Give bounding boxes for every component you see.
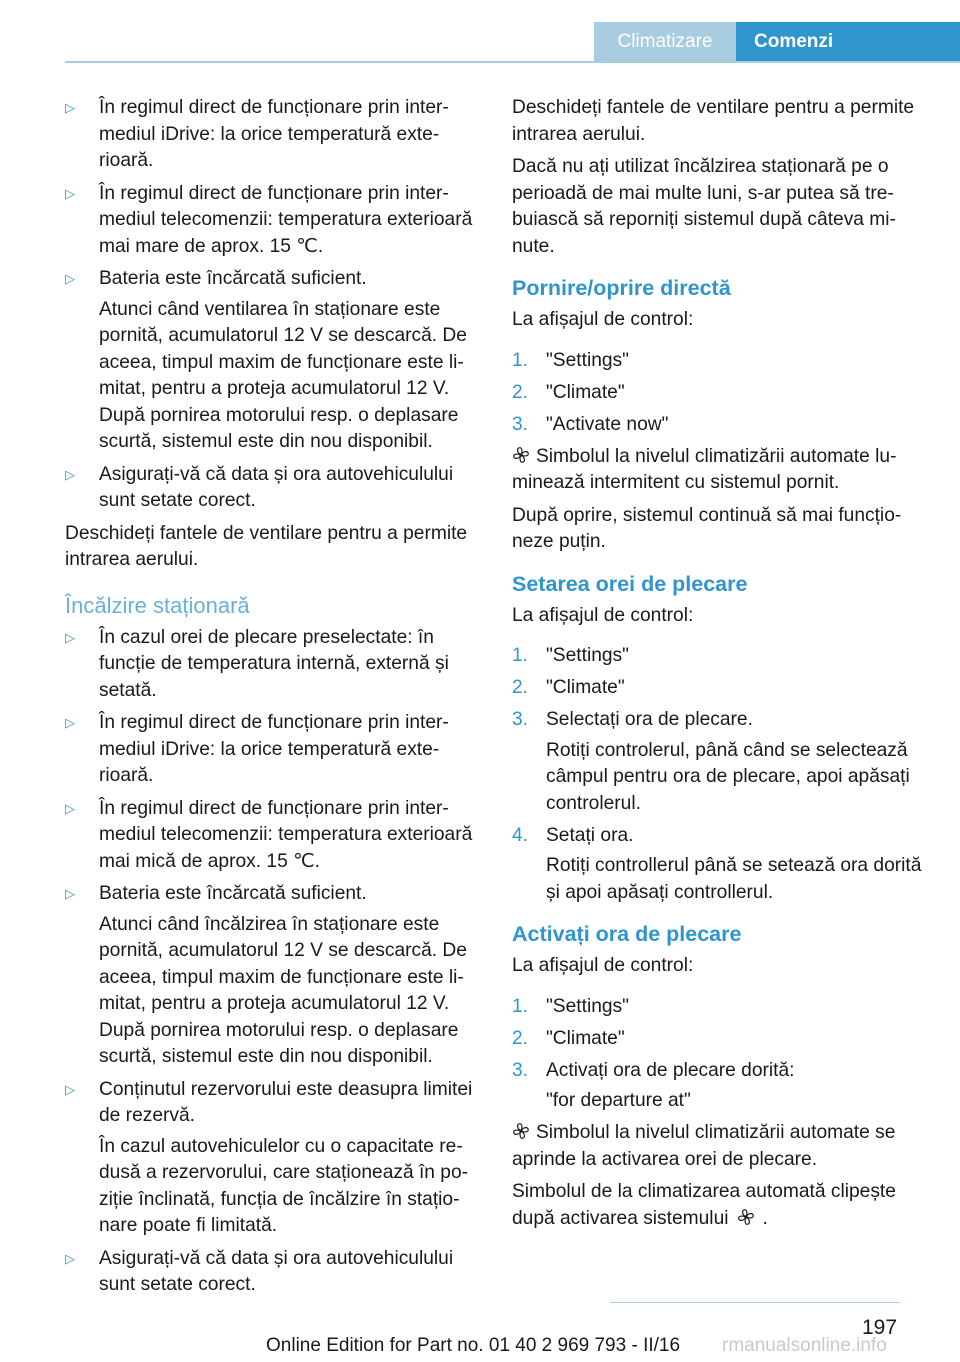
bullet-text: Conținutul rezervorului este deasupra limitei de rezervă.: [99, 1078, 473, 1126]
step-number: 1.: [512, 349, 529, 371]
numbered-step: [512, 412, 925, 439]
step-number: 3.: [512, 709, 529, 730]
triangle-right-icon: ▷: [65, 800, 75, 816]
bullet-item: [65, 1246, 477, 1299]
bullet-text: În regimul direct de funcționare prin intermediul iDrive: la orice temperatură exterioară.: [99, 97, 449, 171]
bullet-text: Bateria este încărcată suficient.: [99, 268, 367, 289]
step-subtext: Rotiți controlerul, până când se selectează câmpul pentru ora de plecare, apoi apăsați controlerul.: [546, 739, 910, 814]
blink-note: [512, 1179, 925, 1232]
step-text: Setați ora.: [546, 824, 634, 846]
triangle-right-icon: ▷: [65, 185, 75, 201]
blink-note-text: Simbolul de la climatizarea automată clipește după activarea sistemului: [512, 1181, 896, 1229]
left-column: [65, 95, 477, 1305]
triangle-right-icon: ▷: [65, 271, 75, 286]
step-number: 4.: [512, 824, 529, 846]
fan-icon: [512, 1122, 530, 1140]
step-number: 1.: [512, 645, 529, 666]
symbol-note: [512, 1120, 925, 1173]
bullet-item: [65, 266, 477, 456]
bullet-text: Asigurați-vă că data și ora autovehiculului sunt setate corect.: [99, 1247, 454, 1295]
header-section-tab: Climatizare: [594, 22, 736, 62]
bullet-text: În regimul direct de funcționare prin intermediul telecomenzii: temperatura exterioară mai mică de aprox. 15 ℃.: [99, 797, 473, 872]
triangle-right-icon: ▷: [65, 886, 75, 901]
section-heading-direct: Pornire/oprire directă: [512, 276, 731, 300]
numbered-step: [512, 643, 925, 670]
bullet-item: [65, 462, 477, 515]
triangle-right-icon: ▷: [65, 1250, 75, 1266]
bullet-item: [65, 625, 477, 705]
section-heading-departure: Setarea orei de plecare: [512, 571, 748, 596]
bullet-subtext: În cazul autovehiculelor cu o capacitate redusă a rezervorului, care staționează în poziție înclinată, funcția de încălzire în staționare poate fi limitată.: [99, 1135, 469, 1236]
step-text: "Settings": [546, 645, 629, 666]
right-column: [512, 95, 925, 1238]
step-number: 2.: [512, 677, 529, 698]
control-display-intro: La afișajul de control:: [512, 309, 694, 330]
numbered-step: [512, 707, 925, 817]
footer-divider: [610, 1302, 900, 1303]
step-number: 1.: [512, 995, 529, 1017]
step-subtext: "for departure at": [546, 1090, 691, 1111]
step-number: 3.: [512, 413, 529, 435]
after-off-note: După oprire, sistemul continuă să mai funcționeze puțin.: [512, 504, 902, 552]
bullet-text: Asigurați-vă că data și ora autovehiculului sunt setate corect.: [99, 463, 454, 511]
triangle-right-icon: ▷: [65, 1081, 75, 1097]
bullet-item: [65, 796, 477, 876]
step-text: "Settings": [546, 349, 629, 371]
paragraph-vents: Deschideți fantele de ventilare pentru a permite intrarea aerului.: [65, 522, 468, 570]
numbered-step: [512, 675, 925, 702]
header-chapter-tab: Comenzi: [736, 22, 960, 62]
header-divider: [65, 61, 960, 63]
triangle-right-icon: ▷: [65, 466, 75, 482]
page-number: 197: [862, 1316, 898, 1339]
bullet-subtext: Atunci când încălzirea în staționare este pornită, acumulatorul 12 V se descarcă. De aceea, timpul maxim de funcționare este limitat, pentru a proteja acumulatorul 12 V. După pornirea motorului resp. o deplasare scurtă, sistemul este din nou disponibil.: [99, 913, 467, 1067]
triangle-right-icon: ▷: [65, 100, 75, 115]
control-display-intro: La afișajul de control:: [512, 604, 694, 626]
numbered-step: [512, 823, 925, 907]
paragraph-months: Dacă nu ați utilizat încălzirea staționară pe o perioadă de mai multe luni, s-ar putea să trebuiască să reporniți sistemul după câteva minute.: [512, 156, 896, 257]
numbered-step: [512, 1058, 925, 1115]
fan-icon: [737, 1208, 755, 1226]
step-text: "Climate": [546, 381, 625, 403]
numbered-step: [512, 380, 925, 407]
bullet-text: În regimul direct de funcționare prin intermediul telecomenzii: temperatura exterioară mai mare de aprox. 15 ℃.: [99, 182, 473, 257]
step-text: "Climate": [546, 677, 625, 698]
section-heading-activate: Activați ora de plecare: [512, 922, 742, 946]
bullet-text: În cazul orei de plecare preselectate: în funcție de temperatura internă, externă și setată.: [99, 626, 449, 701]
edition-footer: Online Edition for Part no. 01 40 2 969 793 - II/16: [266, 1335, 681, 1356]
control-display-intro: La afișajul de control:: [512, 955, 694, 976]
step-text: "Activate now": [546, 413, 669, 435]
fan-icon: [512, 446, 530, 464]
step-number: 3.: [512, 1059, 529, 1081]
triangle-right-icon: ▷: [65, 629, 75, 645]
step-text: "Climate": [546, 1027, 625, 1049]
numbered-step: [512, 1026, 925, 1053]
section-heading-heating: Încălzire staționară: [65, 592, 250, 618]
bullet-item: [65, 95, 477, 175]
bullet-text: Bateria este încărcată suficient.: [99, 883, 367, 904]
bullet-subtext: Atunci când ventilarea în staționare este pornită, acumulatorul 12 V se descarcă. De aceea, timpul maxim de funcționare este limitat, pentru a proteja acumulatorul 12 V. După pornirea motorului resp. o deplasare scurtă, sistemul este din nou disponibil.: [99, 298, 467, 452]
bullet-item: [65, 710, 477, 790]
step-text: Selectați ora de plecare.: [546, 709, 753, 730]
step-text: Activați ora de plecare dorită:: [546, 1059, 795, 1081]
symbol-note-text: Simbolul la nivelul climatizării automate se aprinde la activarea orei de plecare.: [512, 1122, 896, 1170]
bullet-item: [65, 1077, 477, 1240]
watermark: rmanualsonline.info: [722, 1335, 887, 1356]
paragraph-vents: Deschideți fantele de ventilare pentru a permite intrarea aerului.: [512, 97, 915, 145]
symbol-note: [512, 444, 925, 497]
numbered-step: [512, 348, 925, 375]
blink-note-end: .: [762, 1207, 768, 1229]
step-number: 2.: [512, 381, 529, 403]
bullet-item: [65, 181, 477, 261]
symbol-note-text: Simbolul la nivelul climatizării automate luminează intermitent cu sistemul pornit.: [512, 445, 897, 493]
bullet-text: În regimul direct de funcționare prin intermediul iDrive: la orice temperatură exterioară.: [99, 712, 449, 786]
step-number: 2.: [512, 1027, 529, 1049]
numbered-step: [512, 994, 925, 1021]
bullet-item: [65, 881, 477, 1071]
step-text: "Settings": [546, 995, 629, 1017]
step-subtext: Rotiți controllerul până se setează ora dorită și apoi apăsați controllerul.: [546, 855, 922, 903]
triangle-right-icon: ▷: [65, 715, 75, 730]
